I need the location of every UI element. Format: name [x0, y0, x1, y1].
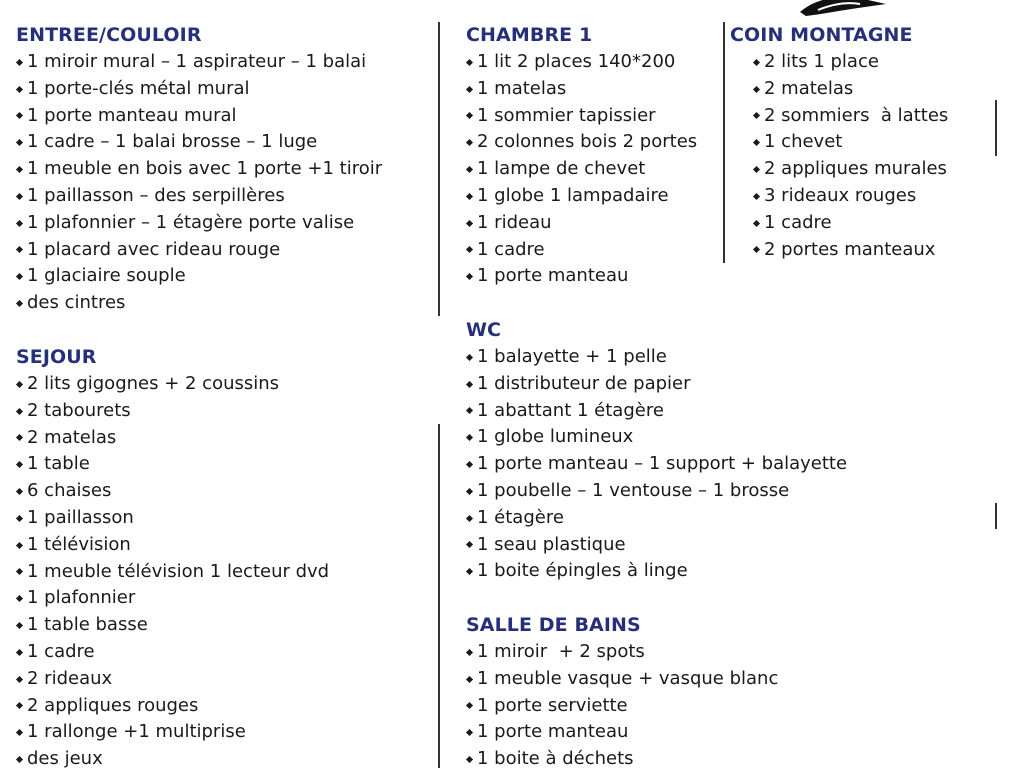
list-item: 2 lits 1 place [753, 49, 948, 76]
list-item: 1 plafonnier – 1 étagère porte valise [16, 210, 382, 237]
list-item: 2 rideaux [16, 666, 329, 693]
bullet-icon [753, 139, 760, 146]
list-item: 1 placard avec rideau rouge [16, 237, 382, 264]
bullet-icon [466, 273, 473, 280]
section-entree-couloir [16, 22, 382, 317]
bullet-icon [466, 649, 473, 656]
bullet-icon [16, 193, 23, 200]
bullet-icon [753, 166, 760, 173]
bullet-icon [466, 515, 473, 522]
bullet-icon [16, 488, 23, 495]
bullet-icon [16, 139, 23, 146]
list-item: 1 poubelle – 1 ventouse – 1 brosse [466, 478, 847, 505]
list-item: 1 table [16, 451, 329, 478]
list-item: 1 cadre [16, 639, 329, 666]
section-chambre-1 [466, 22, 697, 290]
list-item: 1 boite épingles à linge [466, 558, 847, 585]
item-list [16, 49, 382, 317]
bullet-icon [16, 568, 23, 575]
item-list [466, 639, 778, 773]
bullet-icon [466, 112, 473, 119]
column-divider-middle [723, 22, 725, 263]
bullet-icon [753, 86, 760, 93]
list-item: 2 appliques rouges [16, 693, 329, 720]
section-wc [466, 317, 847, 585]
bullet-icon [16, 676, 23, 683]
list-item: 3 rideaux rouges [753, 183, 948, 210]
bullet-icon [466, 461, 473, 468]
bullet-icon [16, 622, 23, 629]
list-item: 2 colonnes bois 2 portes [466, 129, 697, 156]
section-title: WC [466, 319, 502, 341]
list-item: 1 porte manteau [466, 263, 697, 290]
bullet-icon [16, 515, 23, 522]
bullet-icon [16, 434, 23, 441]
bullet-icon [753, 112, 760, 119]
bullet-icon [16, 756, 23, 763]
right-edge-mark-top [995, 100, 997, 156]
section-title: CHAMBRE 1 [466, 24, 593, 46]
list-item: 1 télévision [16, 532, 329, 559]
list-item: 1 meuble vasque + vasque blanc [466, 666, 778, 693]
bullet-icon [466, 354, 473, 361]
bullet-icon [16, 246, 23, 253]
list-item: 1 table basse [16, 612, 329, 639]
list-item: 2 sommiers à lattes [753, 103, 948, 130]
list-item: 2 portes manteaux [753, 237, 948, 264]
bullet-icon [16, 702, 23, 709]
list-item: 1 chevet [753, 129, 948, 156]
list-item: 1 meuble télévision 1 lecteur dvd [16, 559, 329, 586]
bullet-icon [16, 300, 23, 307]
bullet-icon [466, 86, 473, 93]
list-item: 1 cadre [753, 210, 948, 237]
section-sejour [16, 344, 329, 773]
bullet-icon [466, 488, 473, 495]
bullet-icon [466, 139, 473, 146]
list-item: 1 étagère [466, 505, 847, 532]
bullet-icon [16, 86, 23, 93]
list-item: 1 paillasson [16, 505, 329, 532]
bullet-icon [466, 434, 473, 441]
list-item: 2 matelas [753, 76, 948, 103]
list-item: 2 matelas [16, 425, 329, 452]
section-title: COIN MONTAGNE [730, 24, 913, 46]
list-item: 1 porte manteau [466, 719, 778, 746]
bullet-icon [466, 246, 473, 253]
bullet-icon [466, 676, 473, 683]
list-item: 1 porte serviette [466, 693, 778, 720]
list-item: 1 porte manteau mural [16, 103, 382, 130]
bullet-icon [466, 568, 473, 575]
list-item: 1 rallonge +1 multiprise [16, 719, 329, 746]
bullet-icon [16, 542, 23, 549]
right-edge-mark-bottom [995, 503, 997, 529]
logo-graphic [798, 0, 888, 18]
column-divider-left-top [438, 22, 440, 316]
list-item: 2 appliques murales [753, 156, 948, 183]
section-title: ENTREE/COULOIR [16, 24, 202, 46]
bullet-icon [16, 461, 23, 468]
bullet-icon [16, 220, 23, 227]
list-item: des jeux [16, 746, 329, 773]
section-salle-de-bains [466, 612, 778, 773]
bullet-icon [466, 193, 473, 200]
section-coin-montagne [730, 22, 948, 263]
list-item: 1 distributeur de papier [466, 371, 847, 398]
list-item: des cintres [16, 290, 382, 317]
list-item: 1 miroir + 2 spots [466, 639, 778, 666]
bullet-icon [753, 193, 760, 200]
list-item: 1 abattant 1 étagère [466, 398, 847, 425]
bullet-icon [16, 729, 23, 736]
list-item: 1 cadre [466, 237, 697, 264]
bullet-icon [466, 381, 473, 388]
list-item: 1 porte-clés métal mural [16, 76, 382, 103]
bullet-icon [466, 59, 473, 66]
bullet-icon [753, 220, 760, 227]
bullet-icon [466, 541, 473, 548]
list-item: 1 rideau [466, 210, 697, 237]
item-list [730, 49, 948, 263]
bullet-icon [466, 220, 473, 227]
bullet-icon [753, 59, 760, 66]
bullet-icon [16, 595, 23, 602]
bullet-icon [466, 407, 473, 414]
bullet-icon [16, 381, 23, 388]
list-item: 1 sommier tapissier [466, 103, 697, 130]
bullet-icon [466, 166, 473, 173]
item-list [16, 371, 329, 773]
section-title: SALLE DE BAINS [466, 614, 641, 636]
list-item: 1 lit 2 places 140*200 [466, 49, 697, 76]
column-divider-left-bottom [438, 424, 440, 768]
bullet-icon [16, 166, 23, 173]
list-item: 1 matelas [466, 76, 697, 103]
bullet-icon [16, 112, 23, 119]
bullet-icon [466, 756, 473, 763]
list-item: 1 glaciaire souple [16, 263, 382, 290]
bullet-icon [16, 408, 23, 415]
list-item: 1 porte manteau – 1 support + balayette [466, 451, 847, 478]
list-item: 1 globe lumineux [466, 424, 847, 451]
bullet-icon [16, 273, 23, 280]
list-item: 1 seau plastique [466, 532, 847, 559]
bullet-icon [753, 246, 760, 253]
list-item: 1 boite à déchets [466, 746, 778, 773]
item-list [466, 344, 847, 585]
item-list [466, 49, 697, 290]
bullet-icon [16, 59, 23, 66]
bullet-icon [16, 649, 23, 656]
list-item: 1 globe 1 lampadaire [466, 183, 697, 210]
list-item: 1 cadre – 1 balai brosse – 1 luge [16, 129, 382, 156]
list-item: 1 lampe de chevet [466, 156, 697, 183]
bullet-icon [466, 702, 473, 709]
list-item: 1 miroir mural – 1 aspirateur – 1 balai [16, 49, 382, 76]
list-item: 1 plafonnier [16, 585, 329, 612]
list-item: 2 tabourets [16, 398, 329, 425]
section-title: SEJOUR [16, 346, 97, 368]
list-item: 2 lits gigognes + 2 coussins [16, 371, 329, 398]
list-item: 1 balayette + 1 pelle [466, 344, 847, 371]
list-item: 1 meuble en bois avec 1 porte +1 tiroir [16, 156, 382, 183]
bullet-icon [466, 729, 473, 736]
list-item: 6 chaises [16, 478, 329, 505]
list-item: 1 paillasson – des serpillères [16, 183, 382, 210]
